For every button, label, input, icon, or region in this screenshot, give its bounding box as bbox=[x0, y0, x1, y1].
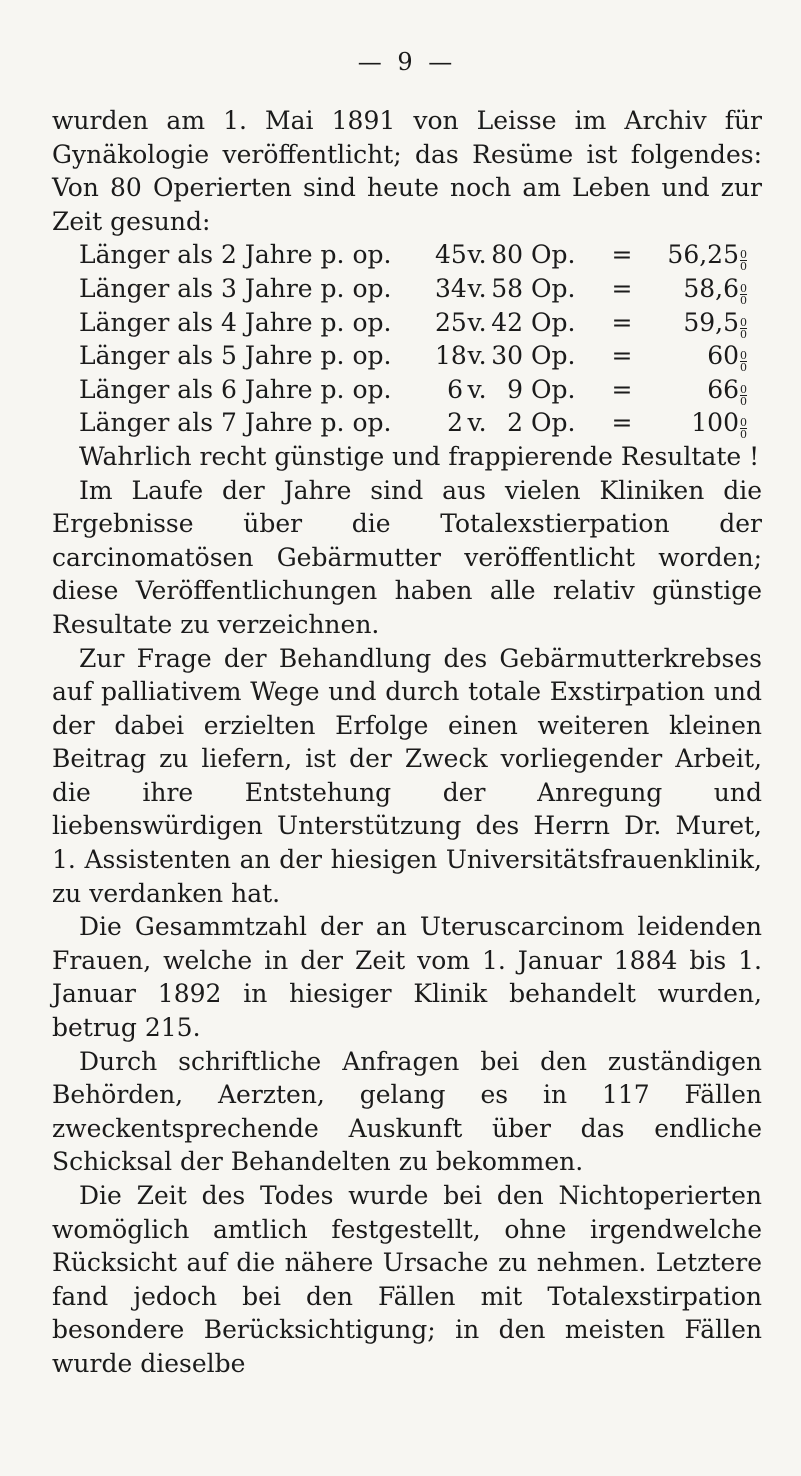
percent-den: 0 bbox=[740, 327, 747, 341]
table-row bbox=[79, 406, 762, 440]
percentage bbox=[637, 373, 747, 407]
paragraph: Im Laufe der Jahre sind aus vielen Kliniken die Ergebnisse über die Totalexstierpation der carcinomatösen Gebärmutter veröffentlicht worden; diese Veröffentlichungen haben alle relativ günstige Resultate zu verzeichnen. bbox=[52, 475, 762, 639]
op-abbrev: Op. bbox=[531, 408, 576, 438]
op-abbrev: Op. bbox=[531, 307, 576, 337]
percent-den: 0 bbox=[740, 428, 747, 442]
equals-sign: = bbox=[611, 307, 633, 337]
survivor-count: 2 bbox=[447, 408, 463, 438]
paragraph: Wahrlich recht günstige und frappierende Resultate ! bbox=[79, 441, 760, 471]
percent-den: 0 bbox=[740, 260, 747, 274]
row-label: Länger als 5 Jahre p. op. bbox=[79, 341, 392, 371]
of-abbrev: v. bbox=[467, 273, 487, 303]
percentage-value: 59,5 bbox=[683, 307, 739, 337]
percent-sign bbox=[740, 350, 747, 373]
row-label: Länger als 2 Jahre p. op. bbox=[79, 240, 392, 270]
percentage bbox=[637, 406, 747, 440]
op-abbrev: Op. bbox=[531, 374, 576, 404]
survivor-count: 34 bbox=[435, 273, 467, 303]
percentage-value: 100 bbox=[691, 408, 739, 438]
paragraph: Die Gesammtzahl der an Uteruscarcinom leidenden Frauen, welche in der Zeit vom 1. Januar 1884 bis 1. Januar 1892 in hiesiger Klinik behandelt wurden, betrug 215. bbox=[52, 912, 762, 1043]
percentage-value: 56,25 bbox=[667, 240, 739, 270]
paragraph: Durch schriftliche Anfragen bei den zuständigen Behörden, Aerzten, gelang es in 117 Fällen zweckentsprechende Auskunft über das endliche Schicksal der Behandelten zu bekommen. bbox=[52, 1046, 762, 1177]
operated-count: 30 bbox=[491, 341, 523, 371]
percentage-value: 66 bbox=[707, 374, 739, 404]
percent-sign bbox=[740, 283, 747, 306]
operated-count: 2 bbox=[507, 408, 523, 438]
table-row bbox=[79, 306, 762, 340]
of-abbrev: v. bbox=[467, 408, 487, 438]
survivor-count: 6 bbox=[447, 374, 463, 404]
operated-count: 9 bbox=[507, 374, 523, 404]
percent-num: 0 bbox=[740, 315, 747, 329]
equals-sign: = bbox=[611, 408, 633, 438]
equals-sign: = bbox=[611, 240, 633, 270]
percent-den: 0 bbox=[740, 361, 747, 375]
percentage-value: 60 bbox=[707, 341, 739, 371]
percent-sign bbox=[740, 384, 747, 407]
percent-sign bbox=[740, 317, 747, 340]
op-abbrev: Op. bbox=[531, 240, 576, 270]
operated-count: 58 bbox=[491, 273, 523, 303]
percentage bbox=[637, 238, 747, 272]
percentage bbox=[637, 339, 747, 373]
of-abbrev: v. bbox=[467, 374, 487, 404]
op-abbrev: Op. bbox=[531, 341, 576, 371]
operated-count: 42 bbox=[491, 307, 523, 337]
paragraph: wurden am 1. Mai 1891 von Leisse im Archiv für Gynäkologie veröffentlicht; das Resüme ist folgendes: Von 80 Operierten sind heute noch am Leben und zur Zeit gesund: bbox=[52, 106, 762, 236]
operated-count: 80 bbox=[491, 240, 523, 270]
percent-sign bbox=[740, 417, 747, 440]
percent-den: 0 bbox=[740, 394, 747, 408]
percentage bbox=[637, 306, 747, 340]
percent-num: 0 bbox=[740, 349, 747, 363]
percent-num: 0 bbox=[740, 416, 747, 430]
survival-table bbox=[79, 238, 762, 440]
table-row bbox=[79, 373, 762, 407]
of-abbrev: v. bbox=[467, 240, 487, 270]
paragraph: Die Zeit des Todes wurde bei den Nichtoperierten womöglich amtlich festgestellt, ohne irgendwelche Rücksicht auf die nähere Ursache zu nehmen. Letztere fand jedoch bei den Fällen mit Totalexstirpation besondere Berücksichtigung; in den meisten Fällen wurde dieselbe bbox=[52, 1181, 762, 1378]
percent-num: 0 bbox=[740, 382, 747, 396]
body-text bbox=[52, 104, 762, 1381]
equals-sign: = bbox=[611, 273, 633, 303]
page-number: — 9 — bbox=[357, 48, 457, 76]
document-page bbox=[52, 48, 762, 1381]
percent-sign bbox=[740, 249, 747, 272]
percent-den: 0 bbox=[740, 293, 747, 307]
percentage-value: 58,6 bbox=[683, 273, 739, 303]
op-abbrev: Op. bbox=[531, 273, 576, 303]
percent-num: 0 bbox=[740, 248, 747, 262]
survivor-count: 25 bbox=[435, 307, 467, 337]
row-label: Länger als 3 Jahre p. op. bbox=[79, 273, 392, 303]
percentage bbox=[637, 272, 747, 306]
table-row bbox=[79, 238, 762, 272]
survivor-count: 18 bbox=[435, 341, 467, 371]
survivor-count: 45 bbox=[435, 240, 467, 270]
of-abbrev: v. bbox=[467, 341, 487, 371]
of-abbrev: v. bbox=[467, 307, 487, 337]
row-label: Länger als 6 Jahre p. op. bbox=[79, 374, 392, 404]
equals-sign: = bbox=[611, 374, 633, 404]
paragraph: Zur Frage der Behandlung des Gebärmutterkrebses auf palliativem Wege und durch totale Exstirpation und der dabei erzielten Erfolge einen weiteren kleinen Beitrag zu liefern, ist der Zweck vorliegender Arbeit, die ihre Entstehung der Anregung und liebenswürdigen Unterstützung des Herrn Dr. Muret, 1. Assistenten an der hiesigen Universitätsfrauenklinik, zu verdanken hat. bbox=[52, 643, 762, 908]
row-label: Länger als 7 Jahre p. op. bbox=[79, 408, 392, 438]
table-row bbox=[79, 272, 762, 306]
table-row bbox=[79, 339, 762, 373]
row-label: Länger als 4 Jahre p. op. bbox=[79, 307, 392, 337]
equals-sign: = bbox=[611, 341, 633, 371]
percent-num: 0 bbox=[740, 281, 747, 295]
